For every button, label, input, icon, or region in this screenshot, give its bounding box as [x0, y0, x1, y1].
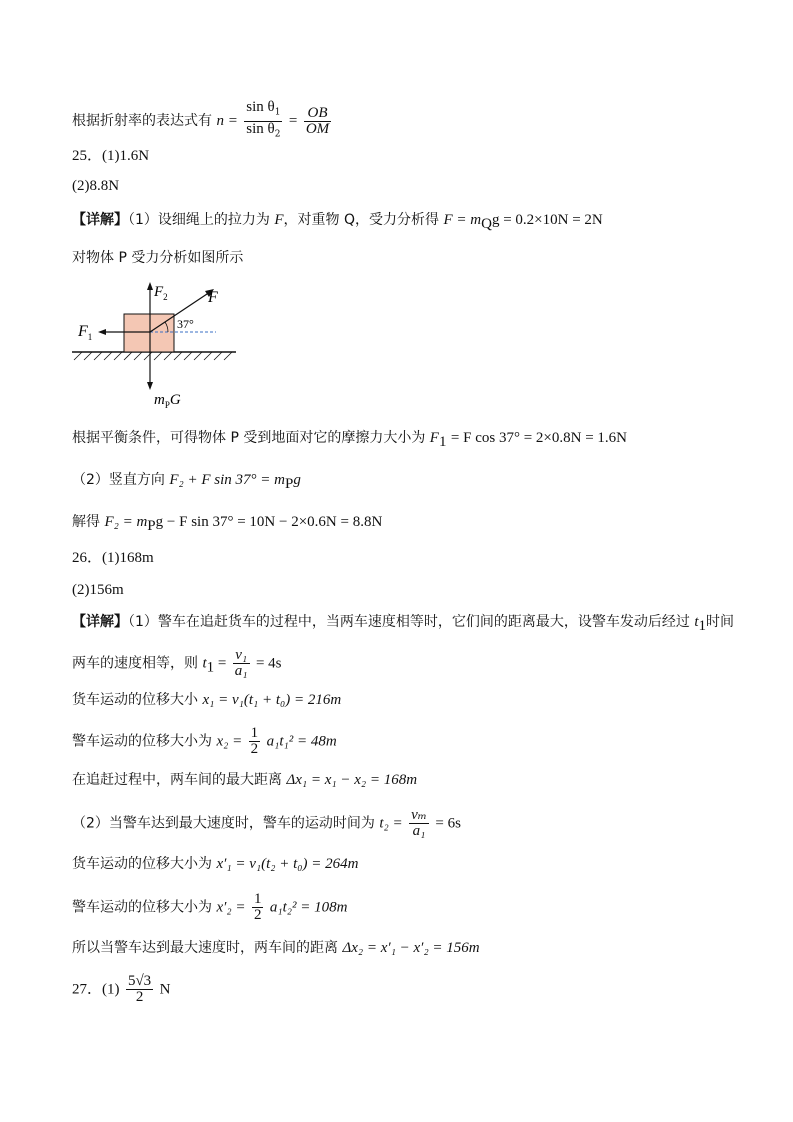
detail26-line: 【详解】（1）警车在追赶货车的过程中，当两车速度相等时，它们间的距离最大，设警车发动后经过 $t_1$时间	[72, 614, 735, 634]
max-speed-line: （2）当警车达到最大速度时，警车的运动时间为 t₂ = $\frac{\text{vₘ}}{\text{a₁}}$ = 6s	[72, 807, 461, 839]
q26-answer-2: (2)156m	[72, 582, 124, 598]
q26-answer-1: 26．(1)168m	[72, 550, 154, 566]
force-diagram	[64, 280, 254, 414]
police-disp-line: 警车运动的位移大小为 x₂ = $\frac{1}{2}$ a₁t₁² = 48m	[72, 725, 337, 757]
label-f2: $F_2$	[154, 284, 168, 302]
balance-line: 根据平衡条件，可得物体 P 受到地面对它的摩擦力大小为 $F_1 = F$ cos 37° = 2×0.8N = 1.6N	[72, 430, 628, 450]
truck-disp-line: 货车运动的位移大小 x₁ = v₁(t₁ + t₀) = 216m	[72, 692, 342, 708]
speed-eq-line: 两车的速度相等，则 $t_1$ = $\frac{\text{v₁}}{\text{a₁}}$ = 4s	[72, 647, 282, 679]
refraction-text: 根据折射率的表达式有	[72, 113, 212, 130]
solve-line: 解得 $F_2 = m_Pg - F$ sin 37° = 10N − 2×0.6N = 8.8N	[72, 514, 383, 534]
detail25-line: 【详解】（1）设细绳上的拉力为 F，对重物 Q，受力分析得 $F = m_Qg = 0.2\times 10N = 2N$	[72, 212, 603, 232]
final-dist-line: 所以当警车达到最大速度时，两车间的距离 Δx₂ = x′₁ − x′₂ = 156m	[72, 940, 480, 956]
refraction-frac-2: $\frac{OB}{OM}$	[305, 104, 330, 137]
block-p	[124, 314, 174, 352]
q25-answer-2: (2)8.8N	[72, 178, 120, 194]
max-dist-line: 在追赶过程中，两车间的最大距离 Δx₁ = x₁ − x₂ = 168m	[72, 772, 418, 788]
label-f: F	[208, 289, 218, 306]
force-diagram-svg	[64, 280, 254, 410]
label-angle: 37°	[177, 317, 194, 331]
label-mpg: $m_PG$	[154, 392, 181, 410]
truck-disp2-line: 货车运动的位移大小为 x′₁ = v₁(t₂ + t₀) = 264m	[72, 856, 359, 872]
q27-answer: 27．(1) $\frac{5√3}{2}$ N	[72, 973, 171, 1005]
police-disp2-line: 警车运动的位移大小为 x′₂ = $\frac{1}{2}$ a₁t₂² = 108m	[72, 891, 348, 923]
refraction-lhs: n =	[216, 113, 238, 130]
q25-answer-1: 25．(1)1.6N	[72, 148, 150, 164]
refraction-line: 根据折射率的表达式有 n = $\frac{\sin \theta_1}{\sin \theta_2}$ = $\frac{OB}{OM}$	[72, 100, 333, 142]
label-f1: $F_1$	[78, 323, 93, 342]
refraction-frac-1: $\frac{\sin \theta_1}{\sin \theta_2}$	[246, 99, 281, 140]
figure-intro: 对物体 P 受力分析如图所示	[72, 250, 244, 266]
ground-hatch	[74, 352, 232, 360]
vertical-line: （2）竖直方向 F₂ + F $\sin 37^\circ = m_Pg$	[72, 472, 301, 492]
